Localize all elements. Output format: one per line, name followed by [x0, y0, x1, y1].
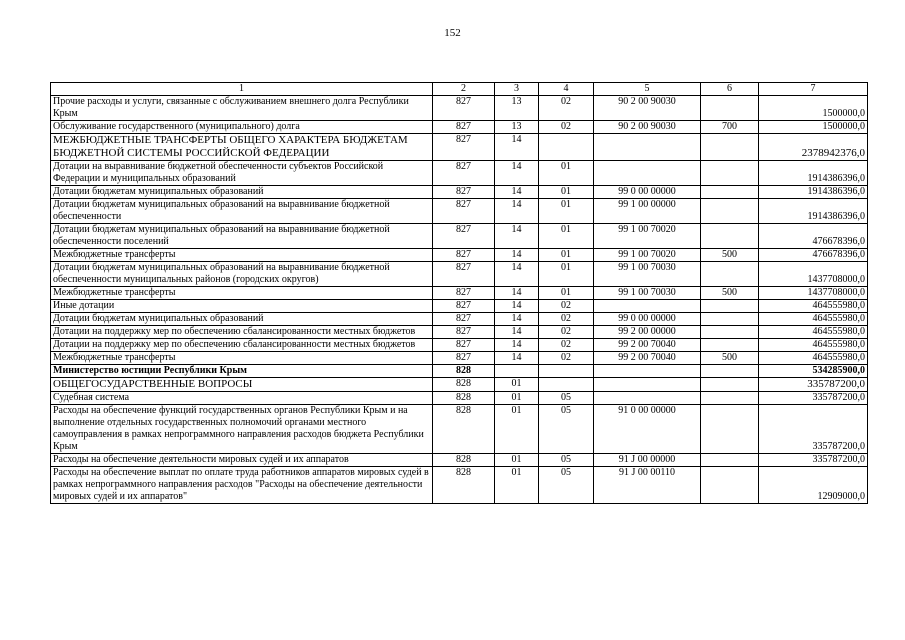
- row-name: Иные дотации: [51, 300, 433, 313]
- row-code-6: [701, 392, 759, 405]
- row-code-2: 827: [433, 199, 495, 224]
- row-code-6: [701, 467, 759, 504]
- table-row: [51, 326, 868, 339]
- row-code-2: 827: [433, 352, 495, 365]
- row-code-3: 14: [495, 300, 539, 313]
- table-row: [51, 186, 868, 199]
- row-code-3: 01: [495, 378, 539, 392]
- row-name: Дотации бюджетам муниципальных образований на выравнивание бюджетной обеспеченности: [51, 199, 433, 224]
- row-code-3: 14: [495, 262, 539, 287]
- row-code-3: 01: [495, 467, 539, 504]
- row-code-6: [701, 186, 759, 199]
- row-name: ОБЩЕГОСУДАРСТВЕННЫЕ ВОПРОСЫ: [51, 378, 433, 392]
- row-code-4: 01: [539, 262, 594, 287]
- row-code-3: 14: [495, 249, 539, 262]
- row-name: Межбюджетные трансферты: [51, 249, 433, 262]
- row-code-6: [701, 326, 759, 339]
- row-code-3: 13: [495, 121, 539, 134]
- row-code-5: [594, 392, 701, 405]
- row-code-2: 827: [433, 186, 495, 199]
- table-header-row: [51, 83, 868, 96]
- row-amount: 534285900,0: [759, 365, 868, 378]
- row-amount: 335787200,0: [759, 405, 868, 454]
- table-row: [51, 199, 868, 224]
- row-code-5: 91 J 00 00000: [594, 454, 701, 467]
- row-code-4: 02: [539, 313, 594, 326]
- row-amount: 1500000,0: [759, 96, 868, 121]
- row-name: Дотации бюджетам муниципальных образований на выравнивание бюджетной обеспеченности муниципальных районов (городских округов): [51, 262, 433, 287]
- row-code-5: 90 2 00 90030: [594, 96, 701, 121]
- row-name: Расходы на обеспечение выплат по оплате труда работников аппаратов мировых судей в рамках непрограммного направления расходов "Расходы на обеспечение деятельности мировых судей и их аппаратов": [51, 467, 433, 504]
- budget-table: [50, 82, 868, 504]
- row-code-3: 14: [495, 339, 539, 352]
- row-code-3: 01: [495, 454, 539, 467]
- row-code-6: 500: [701, 249, 759, 262]
- row-code-3: 14: [495, 161, 539, 186]
- row-amount: 464555980,0: [759, 352, 868, 365]
- row-code-4: 01: [539, 224, 594, 249]
- row-code-2: 828: [433, 365, 495, 378]
- row-code-4: 01: [539, 186, 594, 199]
- row-code-5: [594, 134, 701, 161]
- table-row: [51, 313, 868, 326]
- row-code-4: [539, 378, 594, 392]
- row-code-2: 827: [433, 339, 495, 352]
- row-amount: 2378942376,0: [759, 134, 868, 161]
- row-code-5: 99 1 00 70020: [594, 249, 701, 262]
- row-code-5: [594, 365, 701, 378]
- table-row: [51, 287, 868, 300]
- row-code-3: 01: [495, 392, 539, 405]
- row-name: Дотации бюджетам муниципальных образований на выравнивание бюджетной обеспеченности поселений: [51, 224, 433, 249]
- row-code-3: 14: [495, 313, 539, 326]
- row-code-2: 827: [433, 262, 495, 287]
- row-code-2: 827: [433, 313, 495, 326]
- row-amount: 464555980,0: [759, 313, 868, 326]
- row-code-2: 827: [433, 134, 495, 161]
- table-row: [51, 339, 868, 352]
- table-row: [51, 405, 868, 454]
- table-row: [51, 378, 868, 392]
- row-code-2: 827: [433, 161, 495, 186]
- row-code-5: 90 2 00 90030: [594, 121, 701, 134]
- row-code-3: 14: [495, 134, 539, 161]
- column-header: 3: [495, 83, 539, 96]
- column-header: 5: [594, 83, 701, 96]
- row-code-4: 01: [539, 199, 594, 224]
- row-code-6: 700: [701, 121, 759, 134]
- row-code-5: 99 1 00 70030: [594, 287, 701, 300]
- table-row: [51, 262, 868, 287]
- row-code-5: [594, 300, 701, 313]
- row-code-5: [594, 378, 701, 392]
- row-name: Межбюджетные трансферты: [51, 352, 433, 365]
- row-amount: 1914386396,0: [759, 199, 868, 224]
- row-name: Дотации на поддержку мер по обеспечению сбалансированности местных бюджетов: [51, 326, 433, 339]
- table-row: [51, 134, 868, 161]
- row-code-6: 500: [701, 287, 759, 300]
- table-row: [51, 392, 868, 405]
- row-code-3: 14: [495, 224, 539, 249]
- row-amount: 464555980,0: [759, 326, 868, 339]
- row-code-4: 05: [539, 392, 594, 405]
- row-code-2: 827: [433, 249, 495, 262]
- row-name: Судебная система: [51, 392, 433, 405]
- row-amount: 1437708000,0: [759, 262, 868, 287]
- row-code-4: [539, 365, 594, 378]
- row-code-5: 99 0 00 00000: [594, 313, 701, 326]
- row-code-2: 828: [433, 405, 495, 454]
- row-code-6: [701, 134, 759, 161]
- row-code-2: 828: [433, 454, 495, 467]
- row-amount: 12909000,0: [759, 467, 868, 504]
- row-name: Прочие расходы и услуги, связанные с обслуживанием внешнего долга Республики Крым: [51, 96, 433, 121]
- page-number: 152: [444, 27, 461, 39]
- row-code-5: 91 0 00 00000: [594, 405, 701, 454]
- row-code-2: 827: [433, 96, 495, 121]
- row-code-6: 500: [701, 352, 759, 365]
- table-row: [51, 121, 868, 134]
- row-code-3: 14: [495, 287, 539, 300]
- row-code-3: 14: [495, 199, 539, 224]
- row-code-4: 05: [539, 467, 594, 504]
- row-name: Межбюджетные трансферты: [51, 287, 433, 300]
- row-code-4: 02: [539, 352, 594, 365]
- row-name: Дотации бюджетам муниципальных образований: [51, 186, 433, 199]
- row-amount: 335787200,0: [759, 392, 868, 405]
- row-code-4: 02: [539, 326, 594, 339]
- table-body: [51, 96, 868, 504]
- table-row: [51, 300, 868, 313]
- row-code-2: 827: [433, 287, 495, 300]
- row-code-5: 99 2 00 70040: [594, 339, 701, 352]
- row-code-5: 91 J 00 00110: [594, 467, 701, 504]
- row-code-2: 827: [433, 326, 495, 339]
- table-row: [51, 224, 868, 249]
- row-amount: 1914386396,0: [759, 186, 868, 199]
- row-amount: 476678396,0: [759, 249, 868, 262]
- row-name: Обслуживание государственного (муниципального) долга: [51, 121, 433, 134]
- row-code-6: [701, 365, 759, 378]
- row-code-6: [701, 300, 759, 313]
- row-name: Дотации бюджетам муниципальных образований: [51, 313, 433, 326]
- table-row: [51, 454, 868, 467]
- row-code-4: 05: [539, 454, 594, 467]
- column-header: 1: [51, 83, 433, 96]
- row-code-2: 828: [433, 392, 495, 405]
- row-code-2: 827: [433, 121, 495, 134]
- row-code-3: 01: [495, 405, 539, 454]
- row-code-5: 99 1 00 00000: [594, 199, 701, 224]
- row-name: МЕЖБЮДЖЕТНЫЕ ТРАНСФЕРТЫ ОБЩЕГО ХАРАКТЕРА БЮДЖЕТАМ БЮДЖЕТНОЙ СИСТЕМЫ РОССИЙСКОЙ ФЕДЕРАЦИИ: [51, 134, 433, 161]
- row-amount: 476678396,0: [759, 224, 868, 249]
- row-code-6: [701, 199, 759, 224]
- row-amount: 335787200,0: [759, 454, 868, 467]
- row-code-2: 828: [433, 467, 495, 504]
- row-code-4: 02: [539, 96, 594, 121]
- row-code-6: [701, 313, 759, 326]
- row-code-5: 99 0 00 00000: [594, 186, 701, 199]
- row-name: Расходы на обеспечение деятельности мировых судей и их аппаратов: [51, 454, 433, 467]
- row-code-2: 827: [433, 300, 495, 313]
- row-amount: 1500000,0: [759, 121, 868, 134]
- row-code-6: [701, 339, 759, 352]
- row-name: Министерство юстиции Республики Крым: [51, 365, 433, 378]
- row-code-4: 01: [539, 249, 594, 262]
- row-code-4: 05: [539, 405, 594, 454]
- row-code-2: 827: [433, 224, 495, 249]
- row-code-4: 01: [539, 161, 594, 186]
- row-code-5: [594, 161, 701, 186]
- table-row: [51, 365, 868, 378]
- row-code-6: [701, 454, 759, 467]
- row-code-3: [495, 365, 539, 378]
- table-row: [51, 161, 868, 186]
- row-code-6: [701, 96, 759, 121]
- row-code-5: 99 1 00 70030: [594, 262, 701, 287]
- row-code-6: [701, 161, 759, 186]
- row-code-4: 01: [539, 287, 594, 300]
- row-code-3: 14: [495, 326, 539, 339]
- row-code-4: 02: [539, 339, 594, 352]
- row-code-3: 14: [495, 352, 539, 365]
- row-amount: 464555980,0: [759, 300, 868, 313]
- column-header: 2: [433, 83, 495, 96]
- row-amount: 1914386396,0: [759, 161, 868, 186]
- row-code-5: 99 1 00 70020: [594, 224, 701, 249]
- row-amount: 335787200,0: [759, 378, 868, 392]
- row-code-4: 02: [539, 121, 594, 134]
- row-name: Дотации на выравнивание бюджетной обеспеченности субъектов Российской Федерации и муниципальных образований: [51, 161, 433, 186]
- row-code-5: 99 2 00 70040: [594, 352, 701, 365]
- column-header: 4: [539, 83, 594, 96]
- row-name: Дотации на поддержку мер по обеспечению сбалансированности местных бюджетов: [51, 339, 433, 352]
- row-code-6: [701, 378, 759, 392]
- row-code-6: [701, 262, 759, 287]
- table-row: [51, 249, 868, 262]
- row-code-3: 13: [495, 96, 539, 121]
- column-header: 7: [759, 83, 868, 96]
- row-code-2: 828: [433, 378, 495, 392]
- row-code-3: 14: [495, 186, 539, 199]
- row-amount: 1437708000,0: [759, 287, 868, 300]
- table-row: [51, 96, 868, 121]
- table-row: [51, 467, 868, 504]
- row-code-4: 02: [539, 300, 594, 313]
- row-code-4: [539, 134, 594, 161]
- row-code-5: 99 2 00 00000: [594, 326, 701, 339]
- row-code-6: [701, 405, 759, 454]
- column-header: 6: [701, 83, 759, 96]
- row-name: Расходы на обеспечение функций государственных органов Республики Крым и на выполнение отдельных государственных полномочий органами местного самоуправления в рамках непрограммного направления расходов бюджета Республики Крым: [51, 405, 433, 454]
- row-amount: 464555980,0: [759, 339, 868, 352]
- row-code-6: [701, 224, 759, 249]
- table-row: [51, 352, 868, 365]
